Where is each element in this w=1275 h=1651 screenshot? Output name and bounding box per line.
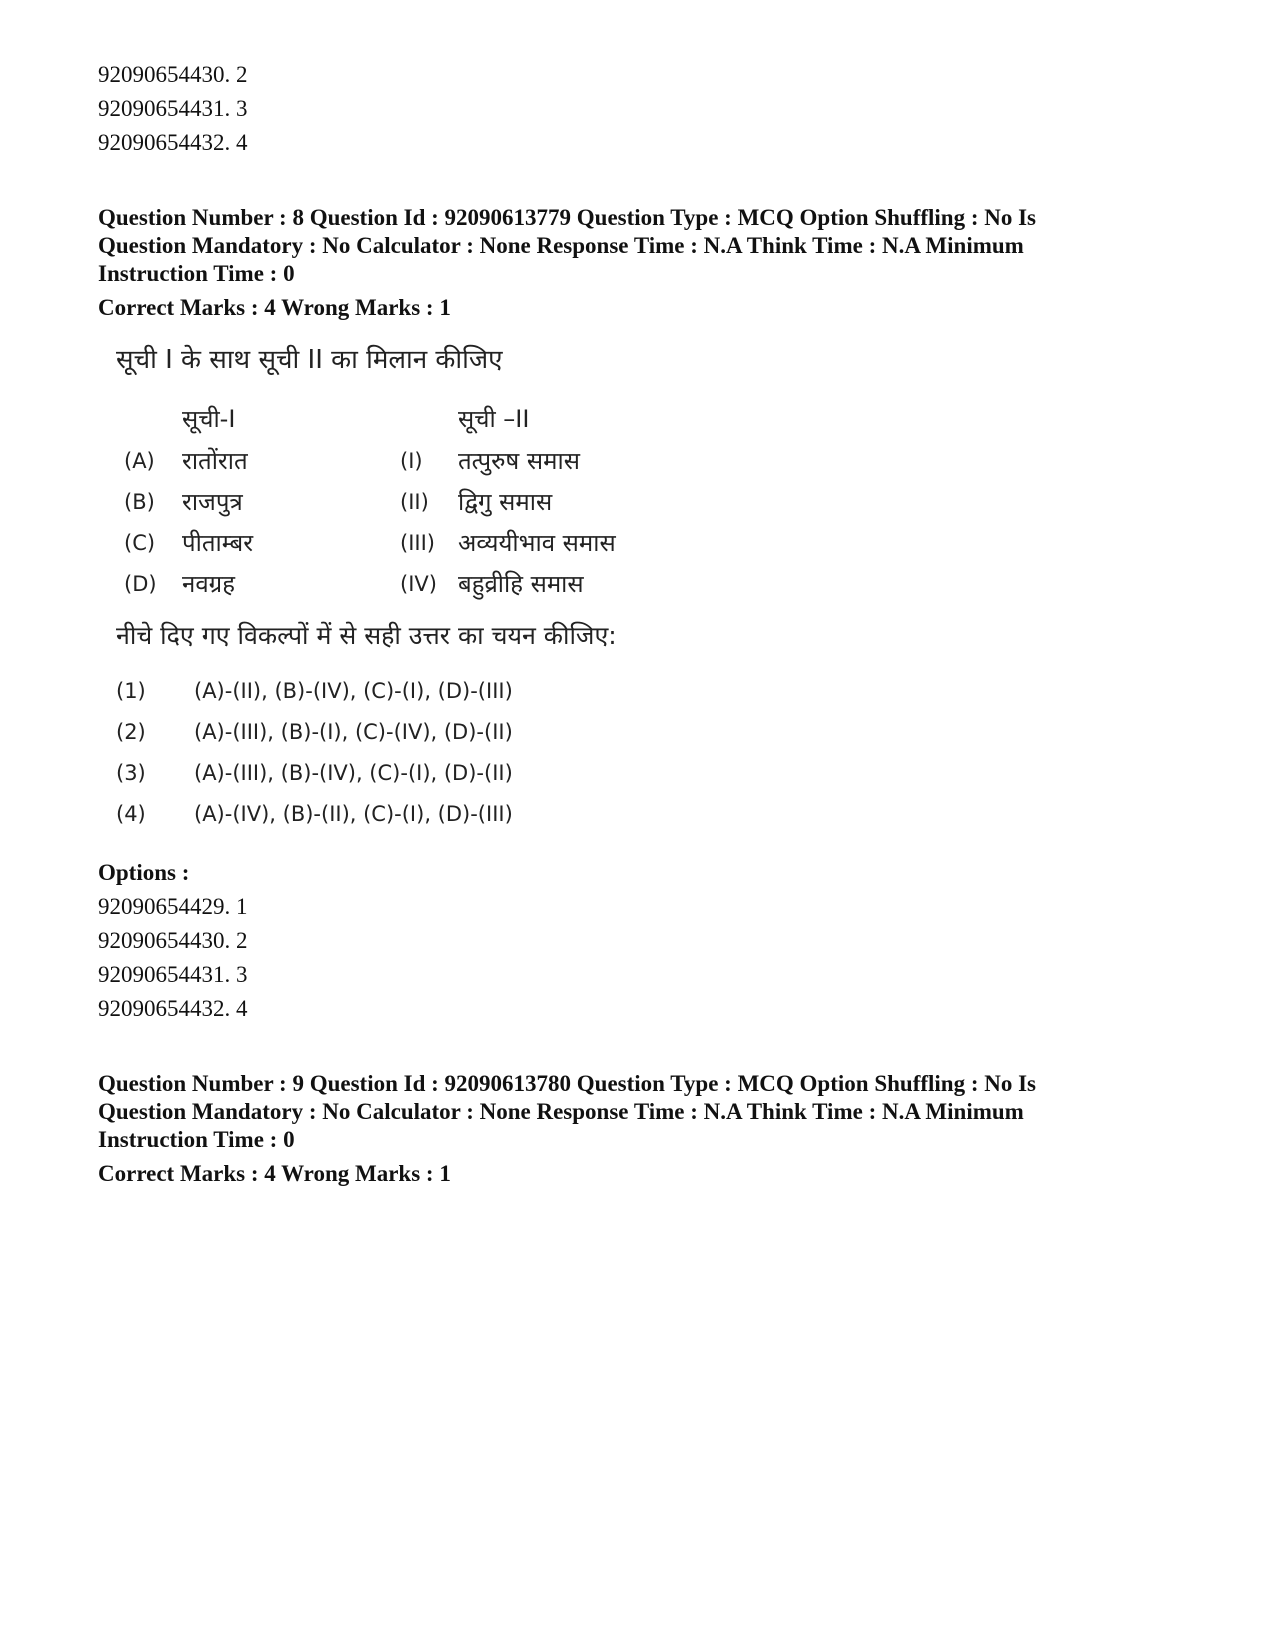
option-line: 92090654432. 4 bbox=[98, 130, 248, 155]
document-page bbox=[98, 58, 1208, 1188]
row-match: अव्ययीभाव समास bbox=[458, 529, 616, 557]
match-table bbox=[124, 396, 616, 604]
row-item: नवग्रह bbox=[182, 570, 235, 598]
row-letter: (C) bbox=[124, 530, 156, 555]
row-letter: (A) bbox=[124, 448, 155, 473]
row-match: तत्पुरुष समास bbox=[458, 447, 580, 475]
question-prompt: सूची I के साथ सूची II का मिलान कीजिए bbox=[116, 345, 503, 375]
option-line: 92090654429. 1 bbox=[98, 894, 248, 919]
row-item: पीताम्बर bbox=[182, 529, 254, 557]
choice-number: (1) bbox=[116, 678, 146, 703]
choice-text: (A)-(III), (B)-(IV), (C)-(I), (D)-(II) bbox=[194, 760, 513, 785]
answer-choice bbox=[116, 793, 1208, 834]
row-letter: (B) bbox=[124, 489, 155, 514]
answer-choice bbox=[116, 711, 1208, 752]
row-item: राजपुत्र bbox=[182, 488, 243, 516]
header-line: Instruction Time : 0 bbox=[98, 261, 295, 286]
question-8-options-list bbox=[98, 890, 1208, 1026]
choice-number: (4) bbox=[116, 801, 146, 826]
question-9-header bbox=[98, 1070, 1208, 1154]
question-8-header bbox=[98, 204, 1208, 288]
option-line: 92090654431. 3 bbox=[98, 96, 248, 121]
match-row bbox=[124, 563, 616, 604]
question-8-block bbox=[98, 204, 1208, 1026]
choice-number: (2) bbox=[116, 719, 146, 744]
option-line: 92090654430. 2 bbox=[98, 928, 248, 953]
answer-choice bbox=[116, 670, 1208, 711]
question-instruction: नीचे दिए गए विकल्पों में से सही उत्तर का चयन कीजिए: bbox=[116, 621, 617, 650]
match-row bbox=[124, 522, 616, 563]
match-row bbox=[124, 440, 616, 481]
match-row bbox=[124, 481, 616, 522]
choice-text: (A)-(IV), (B)-(II), (C)-(I), (D)-(III) bbox=[194, 801, 513, 826]
previous-options-list bbox=[98, 58, 1208, 160]
header-line: Question Mandatory : No Calculator : None Response Time : N.A Think Time : N.A Minimum bbox=[98, 1099, 1024, 1124]
row-roman: (I) bbox=[400, 448, 423, 473]
header-line: Instruction Time : 0 bbox=[98, 1127, 295, 1152]
row-match: द्विगु समास bbox=[458, 488, 553, 516]
header-line: Question Number : 9 Question Id : 92090613780 Question Type : MCQ Option Shuffling : No Is bbox=[98, 1071, 1037, 1096]
header-line: Question Mandatory : No Calculator : None Response Time : N.A Think Time : N.A Minimum bbox=[98, 233, 1024, 258]
row-match: बहुव्रीहि समास bbox=[458, 570, 584, 598]
list-1-title: सूची-I bbox=[182, 404, 236, 433]
list-2-title: सूची –II bbox=[458, 404, 530, 433]
answer-choices bbox=[116, 670, 1208, 834]
row-roman: (IV) bbox=[400, 571, 437, 596]
option-line: 92090654432. 4 bbox=[98, 996, 248, 1021]
option-line: 92090654430. 2 bbox=[98, 62, 248, 87]
question-9-marks: Correct Marks : 4 Wrong Marks : 1 bbox=[98, 1161, 451, 1186]
choice-text: (A)-(II), (B)-(IV), (C)-(I), (D)-(III) bbox=[194, 678, 513, 703]
question-8-body bbox=[116, 342, 1208, 834]
options-label: Options : bbox=[98, 860, 190, 885]
header-line: Question Number : 8 Question Id : 92090613779 Question Type : MCQ Option Shuffling : No Is bbox=[98, 205, 1037, 230]
question-8-marks: Correct Marks : 4 Wrong Marks : 1 bbox=[98, 295, 451, 320]
question-9-block bbox=[98, 1070, 1208, 1188]
option-line: 92090654431. 3 bbox=[98, 962, 248, 987]
row-item: रातोंरात bbox=[182, 447, 248, 475]
row-roman: (III) bbox=[400, 530, 435, 555]
choice-text: (A)-(III), (B)-(I), (C)-(IV), (D)-(II) bbox=[194, 719, 513, 744]
row-roman: (II) bbox=[400, 489, 429, 514]
answer-choice bbox=[116, 752, 1208, 793]
choice-number: (3) bbox=[116, 760, 146, 785]
row-letter: (D) bbox=[124, 571, 157, 596]
match-table-header bbox=[124, 396, 616, 440]
